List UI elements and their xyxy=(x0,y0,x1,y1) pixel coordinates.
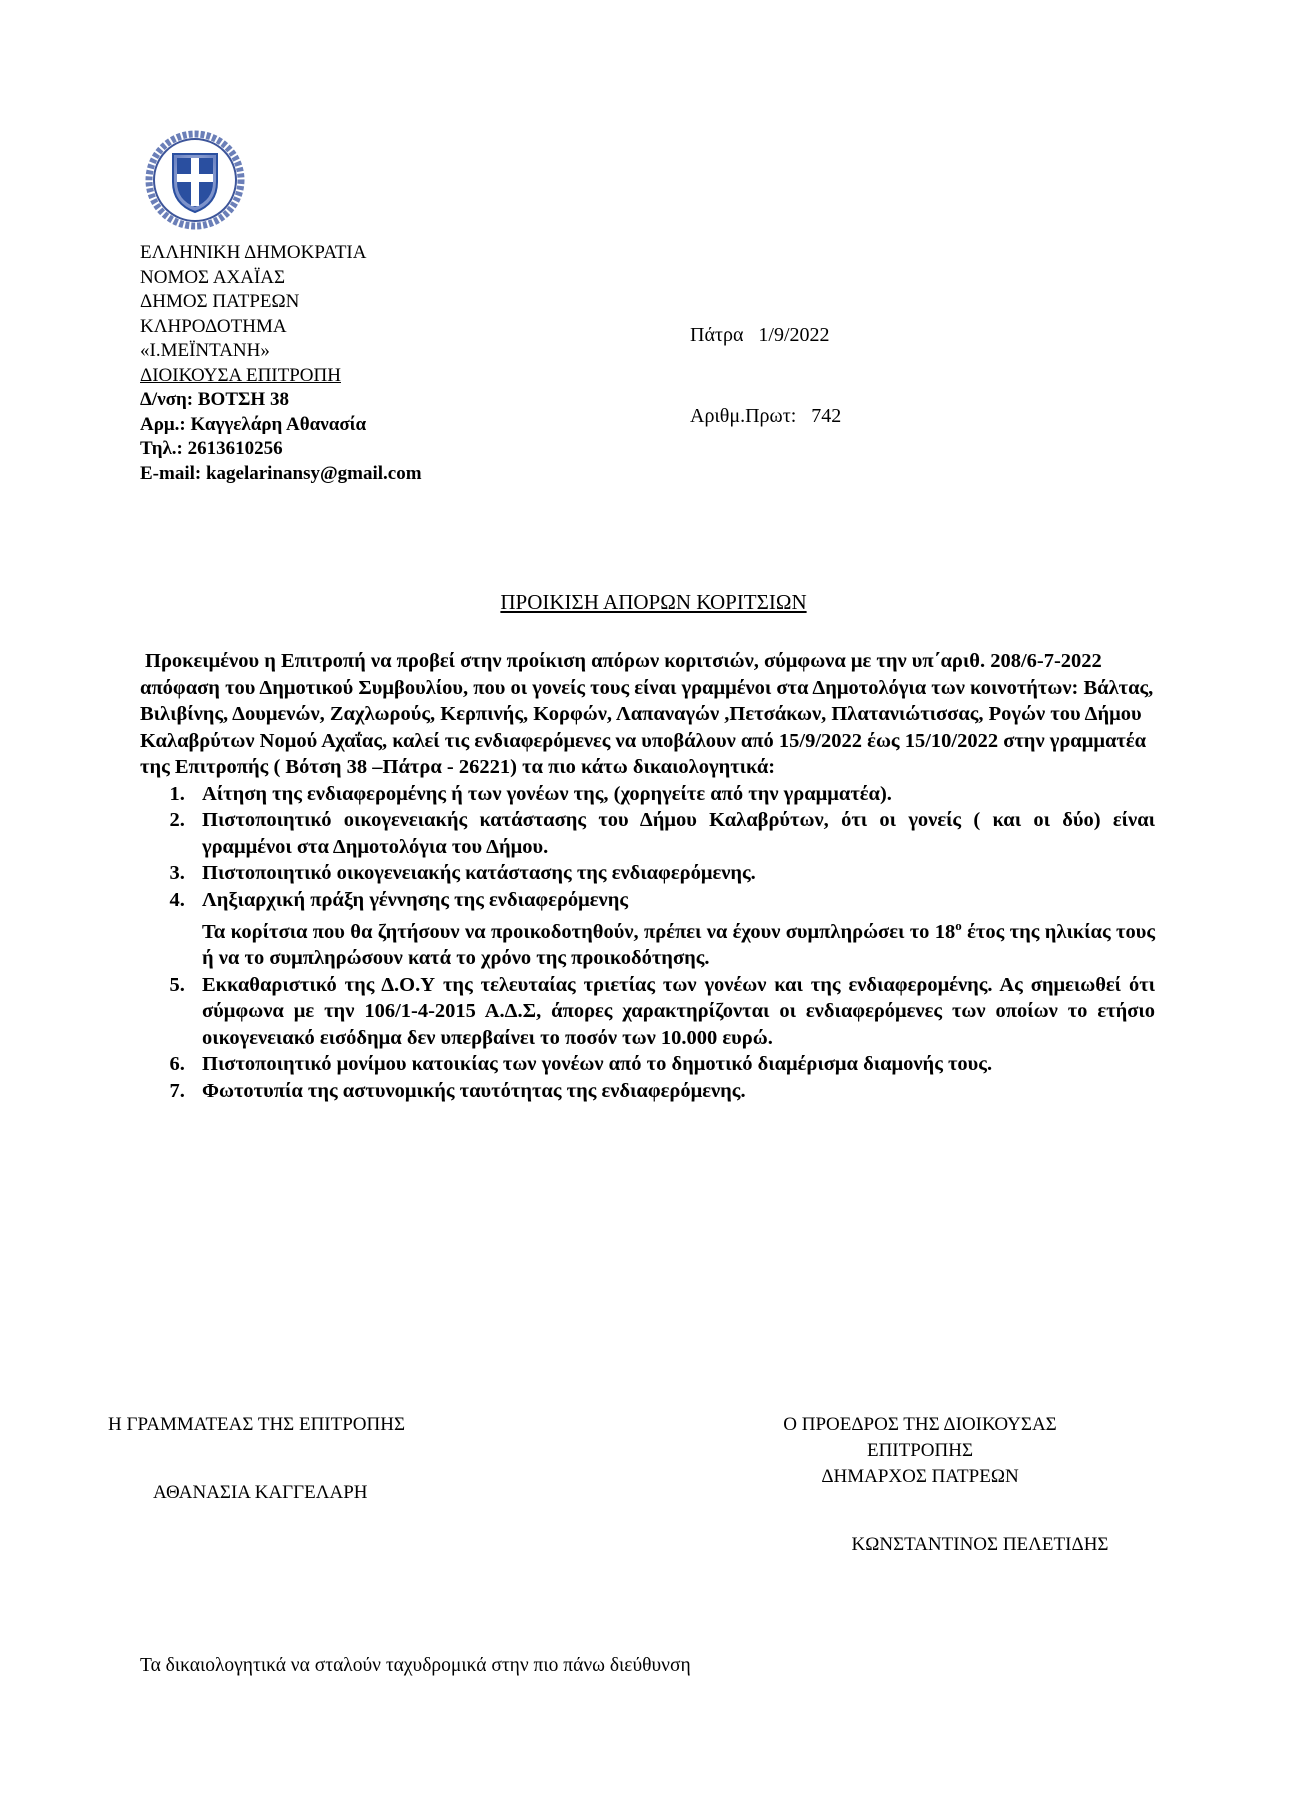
secretary-name: ΑΘΑΝΑΣΙΑ ΚΑΓΓΕΛΑΡΗ xyxy=(153,1482,368,1503)
list-item: 3. Πιστοποιητικό οικογενειακής κατάστασης της ενδιαφερόμενης. xyxy=(190,860,1155,887)
president-role-1: Ο ΠΡΟΕΔΡΟΣ ΤΗΣ ΔΙΟΙΚΟΥΣΑΣ xyxy=(783,1414,1057,1435)
list-item: 4. Ληξιαρχική πράξη γέννησης της ενδιαφερόμενης Τα κορίτσια που θα ζητήσουν να προικοδοτηθούν, πρέπει να έχουν συμπληρώσει το $18^o$ έτος της ηλικίας τους ή να το συμπληρώσουν κατά το χρόνο της προικοδότησης. xyxy=(190,887,1155,972)
document-body xyxy=(140,648,1155,1104)
header-country: ΕΛΛΗΝΙΚΗ ΔΗΜΟΚΡΑΤΙΑ xyxy=(140,242,367,263)
age-requirement-note: Τα κορίτσια που θα ζητήσουν να προικοδοτηθούν, πρέπει να έχουν συμπληρώσει το $18^o$ έτος της ηλικίας τους ή να το συμπληρώσουν κατά το χρόνο της προικοδότησης. xyxy=(202,918,1155,970)
intro-paragraph: Προκειμένου η Επιτροπή να προβεί στην προίκιση απόρων κοριτσιών, σύμφωνα με την υπ΄αριθ. 208/6-7-2022 απόφαση του Δημοτικού Συμβουλίου, που οι γονείς τους είναι γραμμένοι στα Δημοτολόγια των κοινοτήτων: Βάλτας, Βιλιβίνης, Δουμενών, Ζαχλωρούς, Κερπινής, Κορφών, Λαπαναγών ,Πετσάκων, Πλατανιώτισσας, Ρογών του Δήμου Καλαβρύτων Νομού Αχαΐας, καλεί τις ενδιαφερόμενες να υποβάλουν από 15/9/2022 έως 15/10/2022 στην γραμματέα της Επιτροπής ( Βότση 38 –Πάτρα - 26221) τα πιο κάτω δικαιολογητικά: xyxy=(140,650,1154,778)
date-line: Πάτρα 1/9/2022 xyxy=(690,324,830,346)
president-name: ΚΩΝΣΤΑΝΤΙΝΟΣ ΠΕΛΕΤΙΔΗΣ xyxy=(851,1534,1109,1555)
list-item: 1. Αίτηση της ενδιαφερομένης ή των γονέων της, (χορηγείτε από την γραμματέα). xyxy=(190,781,1155,808)
secretary-signature-block xyxy=(108,1412,405,1506)
header-contact-person: Αρμ.: Καγγελάρη Αθανασία xyxy=(140,413,367,435)
document-title: ΠΡΟΙΚΙΣΗ ΑΠΟΡΩΝ ΚΟΡΙΤΣΙΩΝ xyxy=(500,590,807,614)
date-protocol-block xyxy=(690,268,841,457)
list-item: 6. Πιστοποιητικό μονίμου κατοικίας των γονέων από το δημοτικό διαμέρισμα διαμονής τους. xyxy=(190,1051,1155,1078)
president-role-3: ΔΗΜΑΡΧΟΣ ΠΑΤΡΕΩΝ xyxy=(821,1466,1019,1487)
list-item: 7. Φωτοτυπία της αστυνομικής ταυτότητας της ενδιαφερόμενης. xyxy=(190,1078,1155,1105)
header-committee: ΔΙΟΙΚΟΥΣΑ ΕΠΙΤΡΟΠΗ xyxy=(140,364,341,386)
header-municipality: ΔΗΜΟΣ ΠΑΤΡΕΩΝ xyxy=(140,291,300,312)
list-item: 2. Πιστοποιητικό οικογενειακής κατάστασης του Δήμου Καλαβρύτων, ότι οι γονείς ( και οι δύο) είναι γραμμένοι στα Δημοτολόγια του Δήμου. xyxy=(190,807,1155,860)
header-bequest-name: «Ι.ΜΕΪΝΤΑΝΗ» xyxy=(140,340,270,361)
president-signature-block xyxy=(700,1412,1140,1558)
sender-header xyxy=(140,241,422,486)
greek-coat-of-arms-icon xyxy=(145,130,245,230)
list-item: 5. Εκκαθαριστικό της Δ.Ο.Υ της τελευταίας τριετίας των γονέων και της ενδιαφερομένης. Ας σημειωθεί ότι σύμφωνα με την 106/1-4-2015 Α.Δ.Σ, άπορες χαρακτηρίζονται οι ενδιαφερόμενες των οποίων το ετήσιο οικογενειακό εισόδημα δεν υπερβαίνει το ποσόν των 10.000 ευρώ. xyxy=(190,972,1155,1052)
header-bequest: ΚΛΗΡΟΔΟΤΗΜΑ xyxy=(140,315,287,337)
requirements-list xyxy=(140,781,1155,1105)
header-phone: Τηλ.: 2613610256 xyxy=(140,438,283,459)
header-address: Δ/νση: ΒΟΤΣΗ 38 xyxy=(140,389,289,410)
footer-note: Τα δικαιολογητικά να σταλούν ταχυδρομικά στην πιο πάνω διεύθυνση xyxy=(140,1655,691,1676)
protocol-line: Αριθμ.Πρωτ: 742 xyxy=(690,405,842,427)
secretary-role: Η ΓΡΑΜΜΑΤΕΑΣ ΤΗΣ ΕΠΙΤΡΟΠΗΣ xyxy=(108,1414,406,1435)
header-prefecture: ΝΟΜΟΣ ΑΧΑΪΑΣ xyxy=(140,266,286,288)
header-email: E-mail: kagelarinansy@gmail.com xyxy=(140,462,422,484)
president-role-2: ΕΠΙΤΡΟΠΗΣ xyxy=(866,1440,974,1461)
